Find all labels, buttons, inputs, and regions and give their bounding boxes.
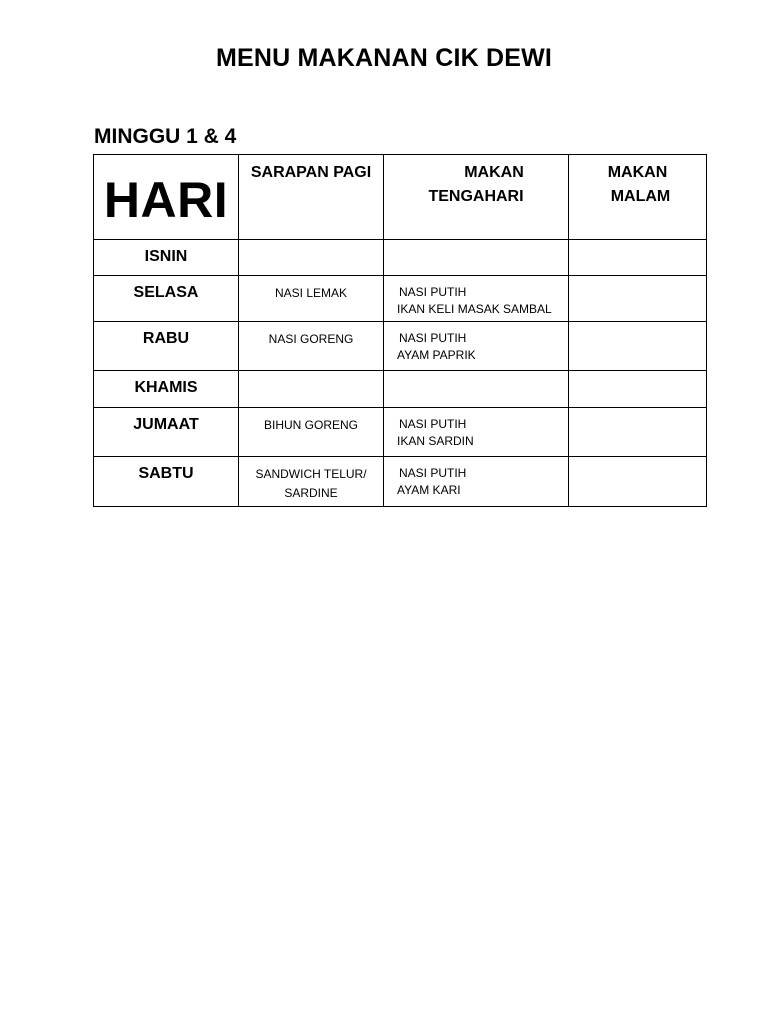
lunch-cell	[384, 457, 568, 499]
menu-table	[93, 154, 707, 507]
breakfast-cell: NASI LEMAK	[274, 286, 348, 300]
dinner-cell	[569, 457, 706, 465]
page-title: MENU MAKANAN CIK DEWI	[215, 44, 553, 72]
dinner-cell	[569, 240, 706, 248]
lunch-line2: AYAM PAPRIK	[397, 348, 476, 362]
header-dinner-line2: MALAM	[610, 188, 671, 205]
header-lunch-cell	[384, 155, 569, 240]
lunch-line2: AYAM KARI	[397, 483, 461, 497]
dinner-cell	[569, 322, 706, 330]
lunch-line1: NASI PUTIH	[399, 285, 467, 299]
header-dinner-line1: MAKAN	[607, 164, 668, 181]
day-cell: JUMAAT	[133, 416, 199, 433]
header-breakfast-cell	[239, 155, 384, 240]
dinner-cell	[569, 371, 706, 379]
header-lunch-line1: MAKAN	[464, 164, 524, 181]
lunch-cell	[384, 408, 568, 450]
header-dinner-cell	[569, 155, 707, 240]
week-label: MINGGU 1 & 4	[94, 125, 237, 148]
lunch-cell	[384, 240, 568, 248]
breakfast-cell: NASI GORENG	[268, 332, 354, 346]
breakfast-cell: BIHUN GORENG	[263, 418, 358, 432]
header-breakfast: SARAPAN PAGI	[250, 164, 372, 181]
breakfast-cell	[239, 240, 383, 248]
breakfast-cell	[239, 457, 383, 503]
table-row	[94, 322, 707, 371]
dinner-cell	[569, 408, 706, 416]
breakfast-cell	[239, 371, 383, 379]
table-row	[94, 371, 707, 408]
lunch-cell	[384, 322, 568, 364]
lunch-line1: NASI PUTIH	[399, 331, 467, 345]
table-row	[94, 457, 707, 507]
lunch-line2: IKAN KELI MASAK SAMBAL	[397, 302, 552, 316]
header-lunch	[384, 155, 568, 209]
header-day-cell	[94, 155, 239, 240]
lunch-line2: IKAN SARDIN	[397, 434, 474, 448]
table-header-row	[94, 155, 707, 240]
day-cell: SELASA	[133, 284, 199, 301]
day-cell: ISNIN	[144, 248, 188, 265]
lunch-line1: NASI PUTIH	[399, 417, 467, 431]
lunch-line1: NASI PUTIH	[399, 466, 467, 480]
dinner-cell	[569, 276, 706, 284]
header-lunch-line2: TENGAHARI	[428, 188, 524, 205]
day-cell: RABU	[142, 330, 190, 347]
table-row	[94, 408, 707, 457]
table-row	[94, 240, 707, 276]
lunch-cell	[384, 276, 568, 318]
header-dinner	[569, 155, 706, 209]
breakfast-line1: SANDWICH TELUR/	[255, 467, 367, 481]
day-cell: KHAMIS	[134, 379, 198, 396]
header-day: HARI	[103, 172, 229, 228]
breakfast-line2: SARDINE	[284, 486, 338, 500]
day-cell: SABTU	[138, 465, 194, 482]
lunch-cell	[384, 371, 568, 379]
table-row	[94, 276, 707, 322]
